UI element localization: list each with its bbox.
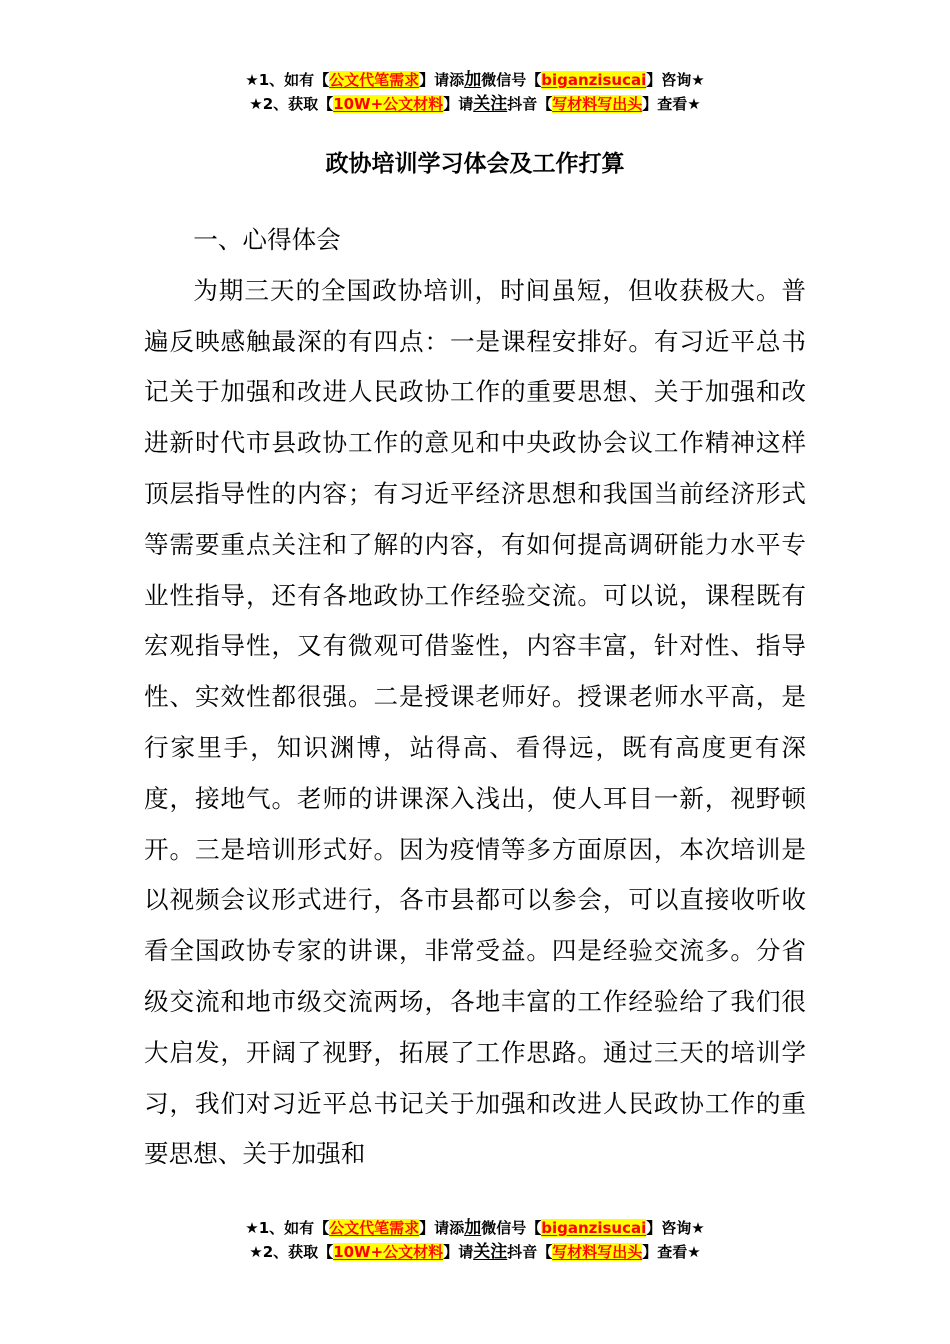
banner-text: 】查看★ <box>642 1243 701 1261</box>
banner-text: 】请添 <box>419 71 465 89</box>
section-heading: 一、心得体会 <box>193 225 341 254</box>
banner-highlight-service: 公文代笔需求 <box>329 71 420 89</box>
banner-highlight-materials: 10W+公文材料 <box>333 1243 444 1261</box>
banner-text: 微信号【 <box>481 1219 542 1237</box>
banner-highlight-wechat-id: biganzisucai <box>541 1219 647 1237</box>
banner-text: 】咨询★ <box>646 71 705 89</box>
banner-highlight-service: 公文代笔需求 <box>329 1219 420 1237</box>
banner-text: ★2、获取【 <box>249 95 334 113</box>
banner-text: ★2、获取【 <box>249 1243 334 1261</box>
body-paragraph: 为期三天的全国政协培训，时间虽短，但收获极大。普遍反映感触最深的有四点：一是课程安排好。有习近平总书记关于加强和改进人民政协工作的重要思想、关于加强和改进新时代市县政协工作的意见和中央政协会议工作精神这样顶层指导性的内容；有习近平经济思想和我国当前经济形式等需要重点关注和了解的内容，有如何提高调研能力水平专业性指导，还有各地政协工作经验交流。可以说，课程既有宏观指导性，又有微观可借鉴性，内容丰富，针对性、指导性、实效性都很强。二是授课老师好。授课老师水平高，是行家里手，知识渊博，站得高、看得远，既有高度更有深度，接地气。老师的讲课深入浅出，使人耳目一新，视野顿开。三是培训形式好。因为疫情等多方面原因，本次培训是以视频会议形式进行，各市县都可以参会，可以直接收听收看全国政协专家的讲课，非常受益。四是经验交流多。分省级交流和地市级交流两场，各地丰富的工作经验给了我们很大启发，开阔了视野，拓展了工作思路。通过三天的培训学习，我们对习近平总书记关于加强和改进人民政协工作的重要思想、关于加强和 <box>144 275 806 1169</box>
banner-line-1 <box>0 1216 950 1240</box>
footer-banner <box>0 1216 950 1264</box>
banner-text: 抖音【 <box>507 95 553 113</box>
banner-line-2 <box>0 1240 950 1264</box>
banner-text: 微信号【 <box>481 71 542 89</box>
banner-emphasis: 关注 <box>473 1242 508 1262</box>
banner-highlight-materials: 10W+公文材料 <box>333 95 444 113</box>
document-title: 政协培训学习体会及工作打算 <box>325 151 625 177</box>
banner-text: ★1、如有【 <box>245 1219 330 1237</box>
banner-emphasis: 关注 <box>473 94 508 114</box>
banner-highlight-douyin-id: 写材料写出头 <box>552 1243 643 1261</box>
banner-text: 】请添 <box>419 1219 465 1237</box>
banner-text: 抖音【 <box>507 1243 553 1261</box>
banner-highlight-douyin-id: 写材料写出头 <box>552 95 643 113</box>
banner-emphasis: 加 <box>464 70 482 90</box>
banner-text: 】查看★ <box>642 95 701 113</box>
banner-highlight-wechat-id: biganzisucai <box>541 71 647 89</box>
banner-line-2 <box>0 92 950 116</box>
banner-text: 】请 <box>443 95 474 113</box>
header-banner <box>0 68 950 116</box>
banner-text: ★1、如有【 <box>245 71 330 89</box>
banner-line-1 <box>0 68 950 92</box>
banner-text: 】咨询★ <box>646 1219 705 1237</box>
banner-emphasis: 加 <box>464 1218 482 1238</box>
document-body <box>144 215 806 1180</box>
banner-text: 】请 <box>443 1243 474 1261</box>
